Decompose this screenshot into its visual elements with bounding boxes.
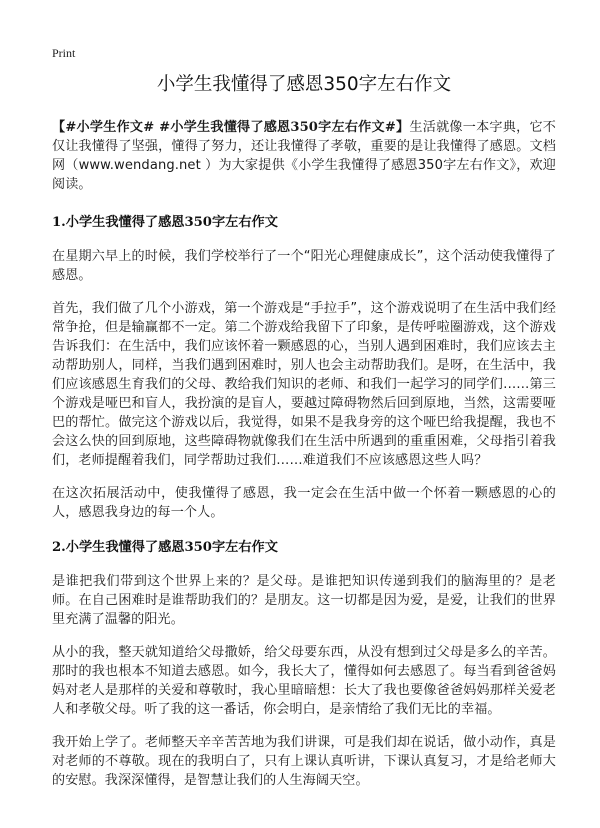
article-intro	[52, 118, 556, 194]
section-1	[52, 211, 556, 522]
section-2	[52, 536, 556, 790]
section-heading: 1.小学生我懂得了感恩350字左右作文	[52, 215, 278, 230]
paragraph: 我开始上学了。老师整天辛辛苦苦地为我们讲课，可是我们却在说话，做小动作，真是对老师的不尊敬。现在的我明白了，只有上课认真听讲，下课认真复习，才是给老师大的安慰。我深深懂得，是智慧让我们的人生海阔天空。	[52, 735, 556, 788]
paragraph: 首先，我们做了几个小游戏，第一个游戏是“手拉手”，这个游戏说明了在生活中我们经常争抢，但是输赢都不一定。第二个游戏给我留下了印象，是传呼啦圈游戏，这个游戏告诉我们：在生活中，我们应该怀着一颗感恩的心，当别人遇到困难时，我们应该去主动帮助别人，同样，当我们遇到困难时，别人也会主动帮助我们。是呀，在生活中，我们应该感恩生育我们的父母、教给我们知识的老师、和我们一起学习的同学们……第三个游戏是哑巴和盲人，我扮演的是盲人，要越过障碍物然后回到原地，当然，这需要哑巴的帮忙。做完这个游戏以后，我觉得，如果不是我身旁的这个哑巴给我提醒，我也不会这么快的回到原地，这些障碍物就像我们在生活中所遇到的重重困难，父母指引着我们，老师提醒着我们，同学帮助过我们……难道我们不应该感恩这些人吗？	[52, 301, 556, 468]
paragraph: 从小的我，整天就知道给父母撒娇，给父母要东西，从没有想到过父母是多么的辛苦。那时的我也根本不知道去感恩。如今，我长大了，懂得如何去感恩了。每当看到爸爸妈妈对老人是那样的关爱和尊敬时，我心里暗暗想：长大了我也要像爸爸妈妈那样关爱老人和孝敬父母。听了我的这一番话，你会明白，是亲情给了我们无比的幸福。	[52, 645, 556, 717]
article-title: 小学生我懂得了感恩350字左右作文	[156, 74, 452, 95]
paragraph: 在星期六早上的时候，我们学校举行了一个“阳光心理健康成长”，这个活动使我懂得了感恩。	[52, 249, 556, 283]
paragraph: 在这次拓展活动中，使我懂得了感恩，我一定会在生活中做一个怀着一颗感恩的心的人，感恩我身边的每一个人。	[52, 486, 556, 520]
paragraph: 是谁把我们带到这个世界上来的？是父母。是谁把知识传递到我们的脑海里的？是老师。在自己困难时是谁帮助我们的？是朋友。这一切都是因为爱，是爱，让我们的世界里充满了温馨的阳光。	[52, 574, 556, 627]
intro-text: 生活就像一本字典，它不仅让我懂得了坚强，懂得了努力，还让我懂得了孝敬，重要的是让我懂得了感恩。文档网（www.wendang.net ）为大家提供《小学生我懂得了感恩350字左右作文》，欢迎阅读。	[52, 120, 556, 192]
print-link[interactable]: Print	[52, 46, 76, 60]
article	[52, 70, 556, 804]
intro-tag: 【#小学生作文# #小学生我懂得了感恩350字左右作文#】	[52, 120, 410, 135]
section-heading: 2.小学生我懂得了感恩350字左右作文	[52, 540, 278, 555]
